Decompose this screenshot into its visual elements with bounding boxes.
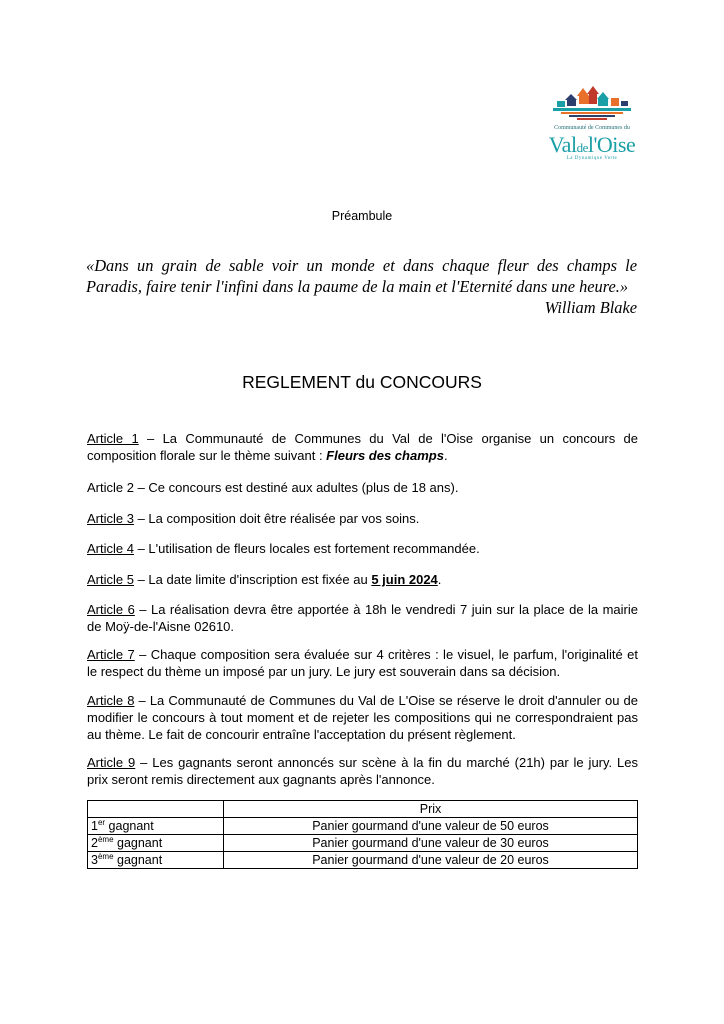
- rank-number: 1: [91, 819, 98, 833]
- table-header-row: [88, 801, 638, 818]
- article-1: [87, 430, 638, 464]
- quote-text: «Dans un grain de sable voir un monde et dans chaque fleur des champs le Paradis, faire tenir l'infini dans la paume de la main et l'Eternité dans une heure.»: [86, 256, 637, 296]
- logo-title: [543, 132, 641, 158]
- rank-cell: [88, 852, 224, 869]
- prize-cell: Panier gourmand d'une valeur de 20 euros: [224, 852, 638, 869]
- prize-cell: Panier gourmand d'une valeur de 30 euros: [224, 835, 638, 852]
- rank-suffix: ème: [97, 834, 114, 844]
- rank-cell: [88, 835, 224, 852]
- table-row: [88, 852, 638, 869]
- article-3: [87, 510, 638, 527]
- rank-cell: [88, 818, 224, 835]
- article-text: – Chaque composition sera évaluée sur 4 critères : le visuel, le parfum, l'originalité et le respect du thème un imposé par un jury. Le jury est souverain dans sa décision.: [87, 647, 638, 679]
- table-header-empty: [88, 801, 224, 818]
- article-label: Article 1: [87, 431, 139, 446]
- logo-title-main: Val: [548, 132, 577, 157]
- article-text: – La réalisation devra être apportée à 18h le vendredi 7 juin sur la place de la mairie de Moÿ-de-l'Aisne 02610.: [87, 602, 638, 634]
- logo: [543, 84, 641, 164]
- logo-tagline: La Dynamique Verte: [566, 156, 618, 161]
- article-4: [87, 540, 638, 557]
- logo-title-small: de: [576, 140, 588, 155]
- table-header-prize: Prix: [224, 801, 638, 818]
- logo-title-end: l'Oise: [587, 132, 636, 157]
- logo-village-icon: [543, 84, 641, 124]
- prizes-table: [87, 800, 638, 869]
- preamble-heading: Préambule: [331, 209, 393, 223]
- article-text: – L'utilisation de fleurs locales est fortement recommandée.: [133, 541, 480, 556]
- article-label: Article 9: [87, 755, 136, 770]
- article-text: – La Communauté de Communes du Val de L'Oise se réserve le droit d'annuler ou de modifier le concours à tout moment et de rejeter les compositions qui ne correspondraient pas au thème. Le fait de concourir entraîne l'acceptation du présent règlement.: [87, 693, 638, 742]
- article-text: – Ce concours est destiné aux adultes (plus de 18 ans).: [133, 480, 459, 495]
- article-theme: Fleurs des champs: [326, 448, 444, 463]
- article-label: Article 2: [87, 480, 134, 495]
- article-8: [87, 692, 638, 743]
- article-label: Article 7: [87, 647, 135, 662]
- rank-number: 3: [91, 853, 98, 867]
- article-text: – La Communauté de Communes du Val de l'Oise organise un concours de composition florale sur le thème suivant :: [87, 431, 638, 463]
- table-row: [88, 818, 638, 835]
- article-text: – Les gagnants seront annoncés sur scène à la fin du marché (21h) par le jury. Les prix seront remis directement aux gagnants après l'annonce.: [87, 755, 638, 787]
- article-label: Article 8: [87, 693, 135, 708]
- prize-cell: Panier gourmand d'une valeur de 50 euros: [224, 818, 638, 835]
- rank-suffix: er: [97, 817, 106, 827]
- rank-word: gagnant: [113, 853, 163, 867]
- rank-suffix: ème: [97, 851, 114, 861]
- logo-org-name: Communauté de Communes du: [554, 125, 630, 131]
- rank-number: 2: [91, 836, 98, 850]
- quote-author: William Blake: [544, 298, 637, 317]
- article-7: [87, 646, 638, 680]
- article-2: [87, 479, 638, 496]
- article-tail: .: [443, 448, 448, 463]
- rank-word: gagnant: [105, 819, 154, 833]
- document-title: REGLEMENT du CONCOURS: [242, 372, 482, 392]
- article-9: [87, 754, 638, 788]
- article-label: Article 6: [87, 602, 135, 617]
- article-tail: .: [437, 572, 442, 587]
- quote-block: [86, 255, 637, 297]
- rank-word: gagnant: [113, 836, 163, 850]
- article-text: – La composition doit être réalisée par vos soins.: [133, 511, 420, 526]
- article-label: Article 5: [87, 572, 134, 587]
- article-5: [87, 571, 638, 588]
- article-6: [87, 601, 638, 635]
- article-label: Article 3: [87, 511, 134, 526]
- article-label: Article 4: [87, 541, 134, 556]
- article-text: – La date limite d'inscription est fixée au: [133, 572, 372, 587]
- deadline-date: 5 juin 2024: [371, 572, 438, 587]
- table-row: [88, 835, 638, 852]
